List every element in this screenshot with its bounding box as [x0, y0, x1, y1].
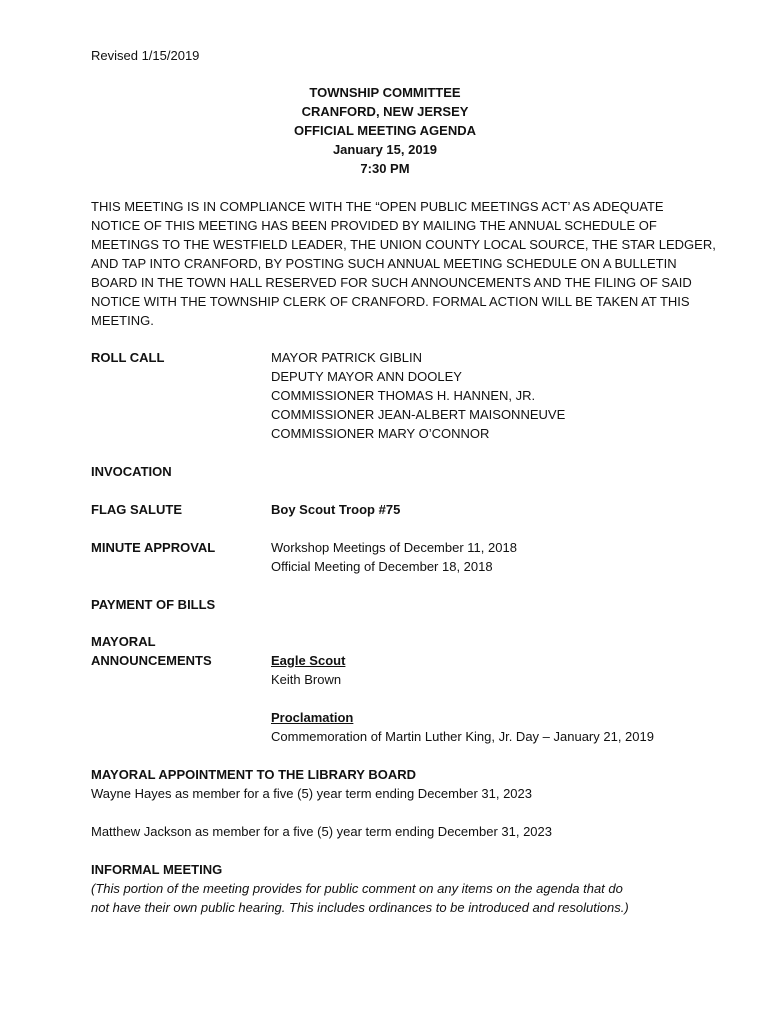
mayoral-label: MAYORAL	[91, 634, 156, 649]
notice-line: MEETING.	[91, 313, 154, 328]
revised-date: Revised 1/15/2019	[91, 48, 200, 63]
proclamation-heading: Proclamation	[271, 710, 354, 725]
notice-line: BOARD IN THE TOWN HALL RESERVED FOR SUCH ANNOUNCEMENTS AND THE FILING OF SAID	[91, 275, 692, 290]
roll-call-label: ROLL CALL	[91, 350, 165, 365]
eagle-scout-heading: Eagle Scout	[271, 653, 346, 668]
informal-heading: INFORMAL MEETING	[91, 862, 223, 877]
eagle-scout-name: Keith Brown	[271, 672, 342, 687]
header-agenda: OFFICIAL MEETING AGENDA	[294, 123, 476, 138]
notice-line: MEETINGS TO THE WESTFIELD LEADER, THE UNION COUNTY LOCAL SOURCE, THE STAR LEDGER,	[91, 237, 716, 252]
roll-call-member: COMMISSIONER MARY O’CONNOR	[271, 426, 490, 441]
notice-line: AND TAP INTO CRANFORD, BY POSTING SUCH ANNUAL MEETING SCHEDULE ON A BULLETIN	[91, 256, 677, 271]
header-location: CRANFORD, NEW JERSEY	[301, 104, 469, 119]
minute-approval-item: Workshop Meetings of December 11, 2018	[271, 540, 517, 555]
flag-salute-value: Boy Scout Troop #75	[271, 502, 401, 517]
notice-line: NOTICE WITH THE TOWNSHIP CLERK OF CRANFORD. FORMAL ACTION WILL BE TAKEN AT THIS	[91, 294, 690, 309]
roll-call-member: COMMISSIONER THOMAS H. HANNEN, JR.	[271, 388, 536, 403]
invocation-label: INVOCATION	[91, 464, 172, 479]
library-appointment: Wayne Hayes as member for a five (5) year term ending December 31, 2023	[91, 786, 532, 801]
informal-note: (This portion of the meeting provides for public comment on any items on the agenda that do	[91, 881, 623, 896]
library-appointment: Matthew Jackson as member for a five (5) year term ending December 31, 2023	[91, 824, 552, 839]
library-heading: MAYORAL APPOINTMENT TO THE LIBRARY BOARD	[91, 767, 417, 782]
announcements-label: ANNOUNCEMENTS	[91, 653, 212, 668]
flag-salute-label: FLAG SALUTE	[91, 502, 182, 517]
notice-line: THIS MEETING IS IN COMPLIANCE WITH THE “OPEN PUBLIC MEETINGS ACT’ AS ADEQUATE	[91, 199, 664, 214]
roll-call-member: MAYOR PATRICK GIBLIN	[271, 350, 422, 365]
minute-approval-item: Official Meeting of December 18, 2018	[271, 559, 493, 574]
header-title: TOWNSHIP COMMITTEE	[309, 85, 461, 100]
notice-line: NOTICE OF THIS MEETING HAS BEEN PROVIDED BY MAILING THE ANNUAL SCHEDULE OF	[91, 218, 657, 233]
informal-note: not have their own public hearing. This includes ordinances to be introduced and resolutions.)	[91, 900, 629, 915]
payment-label: PAYMENT OF BILLS	[91, 597, 216, 612]
header-date: January 15, 2019	[332, 142, 438, 157]
proclamation-text: Commemoration of Martin Luther King, Jr. Day – January 21, 2019	[271, 729, 654, 744]
roll-call-member: DEPUTY MAYOR ANN DOOLEY	[271, 369, 462, 384]
minute-approval-label: MINUTE APPROVAL	[91, 540, 216, 555]
header-time: 7:30 PM	[360, 161, 410, 176]
roll-call-member: COMMISSIONER JEAN-ALBERT MAISONNEUVE	[271, 407, 566, 422]
